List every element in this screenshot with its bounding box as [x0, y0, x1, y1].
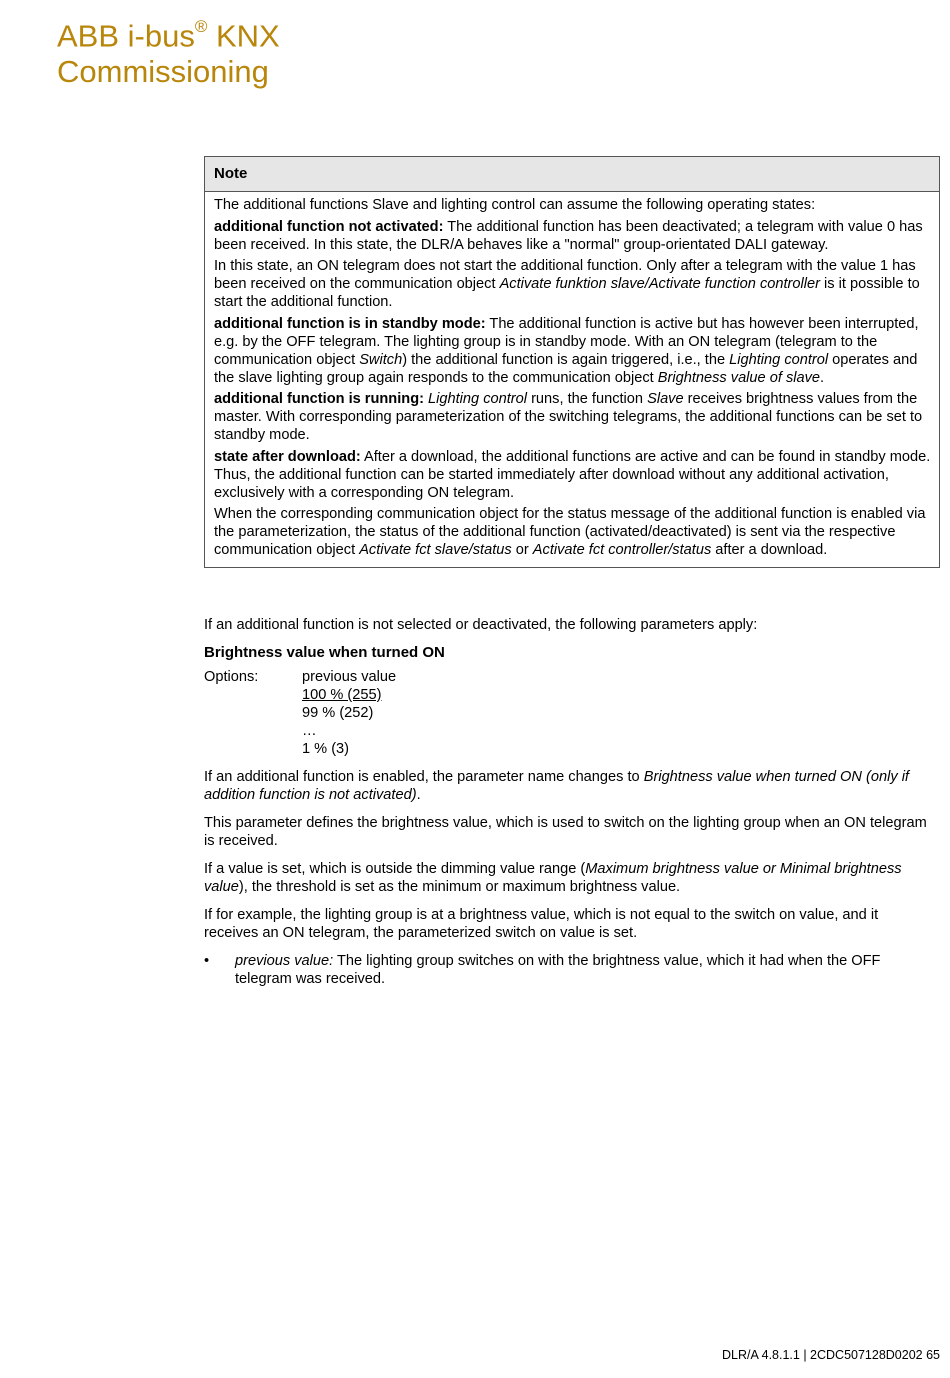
state-label: state after download:: [214, 448, 361, 465]
paragraph: This parameter defines the brightness value, which is used to switch on the lighting group when an ON telegram is received.: [204, 815, 927, 849]
object-name: Switch: [359, 351, 403, 368]
registered-mark: ®: [194, 17, 208, 36]
note-body: [205, 192, 939, 567]
options-list: [302, 668, 396, 758]
state-label: additional function is in standby mode:: [214, 315, 486, 332]
note-intro: The additional functions Slave and lighting control can assume the following operating states:: [214, 197, 816, 213]
main-content: [204, 616, 932, 988]
bullet-icon: •: [204, 953, 210, 969]
state-not-activated: [214, 218, 931, 254]
function-name: Lighting control: [428, 391, 528, 407]
text: .: [820, 369, 825, 386]
paragraph: [204, 768, 932, 804]
state-label: additional function not activated:: [214, 218, 444, 235]
options-label: Options:: [204, 669, 259, 685]
option-name: previous value:: [235, 953, 334, 969]
state-after-download: [214, 448, 931, 502]
product-name: KNX: [207, 18, 280, 54]
state-standby: [214, 315, 931, 387]
state-label: additional function is running:: [214, 391, 424, 407]
function-name: Slave: [647, 391, 684, 407]
option-ellipsis: …: [302, 723, 317, 739]
note-box: [204, 156, 940, 568]
text: If an additional function is enabled, the parameter name changes to: [204, 769, 644, 785]
text: In this state, an ON telegram does not start the additional function. Only after a telegram with the value 1 has been received on the communication object: [214, 258, 916, 292]
text: If a value is set, which is outside the dimming value range (: [204, 861, 586, 877]
paragraph: If an additional function is not selected or deactivated, the following parameters apply:: [204, 617, 758, 633]
note-title: Note: [205, 157, 939, 192]
text: after a download.: [711, 542, 828, 558]
paragraph: If for example, the lighting group is at a brightness value, which is not equal to the switch on value, and it receives an ON telegram, the parameterized switch on value is set.: [204, 907, 879, 941]
page-footer: DLR/A 4.8.1.1 | 2CDC507128D0202 65: [722, 1348, 940, 1362]
options-block: [204, 668, 932, 758]
text: operates and the slave lighting group again responds to the communication object: [214, 351, 918, 386]
section-title: Commissioning: [57, 54, 269, 90]
option-item-default: 100 % (255): [302, 687, 382, 703]
list-item-text: [235, 952, 932, 988]
text: is it possible to start the additional function.: [214, 276, 920, 310]
option-item: 1 % (3): [302, 741, 350, 757]
object-name: Activate fct slave/status: [359, 542, 512, 558]
parameter-name: Maximum brightness value or Minimal brightness value: [204, 861, 902, 895]
text: The lighting group switches on with the brightness value, which it had when the OFF telegram was received.: [235, 953, 881, 987]
page-header: [57, 12, 280, 90]
object-name: Brightness value of slave: [657, 369, 821, 386]
list-item: [204, 952, 932, 988]
text: After a download, the additional functions are active and can be found in standby mode. Thus, the additional function can be started immediately after download without any additional activation, exclusively with a corresponding ON telegram.: [214, 448, 931, 501]
text: runs, the function: [527, 391, 648, 407]
object-name: Activate fct controller/status: [532, 542, 712, 558]
parameter-heading: Brightness value when turned ON: [204, 644, 445, 661]
text: ) the additional function is again triggered, i.e., the: [402, 351, 730, 368]
text: .: [416, 787, 421, 803]
text: The additional function is active but has however been interrupted, e.g. by the OFF telegram. The lighting group is in standby mode. With an ON telegram (telegram to the communication object: [214, 315, 919, 368]
option-item: previous value: [302, 669, 397, 685]
state-text: The additional function has been deactivated; a telegram with value 0 has been received. In this state, the DLR/A behaves like a "normal" group-orientated DALI gateway.: [214, 218, 923, 253]
note-paragraph: [214, 257, 931, 311]
text: ), the threshold is set as the minimum or maximum brightness value.: [238, 879, 681, 895]
text: When the corresponding communication object for the status message of the additional function is enabled via the parameterization, the status of the additional function (activated/deactivated) is sent via the respective communication object: [214, 506, 926, 558]
option-item: 99 % (252): [302, 705, 374, 721]
brand-name: ABB i-bus: [57, 18, 195, 54]
product-title: [57, 12, 280, 54]
text: receives brightness values from the master. With corresponding parameterization of the switching telegrams, the additional functions can be set to standby mode.: [214, 391, 923, 443]
note-paragraph: [214, 505, 931, 559]
paragraph: [204, 860, 932, 896]
function-name: Lighting control: [729, 351, 829, 368]
state-running: [214, 390, 931, 444]
text: or: [511, 542, 533, 558]
object-name: Activate funktion slave/Activate function controller: [499, 276, 820, 292]
parameter-name: Brightness value when turned ON (only if addition function is not activated): [204, 769, 909, 803]
